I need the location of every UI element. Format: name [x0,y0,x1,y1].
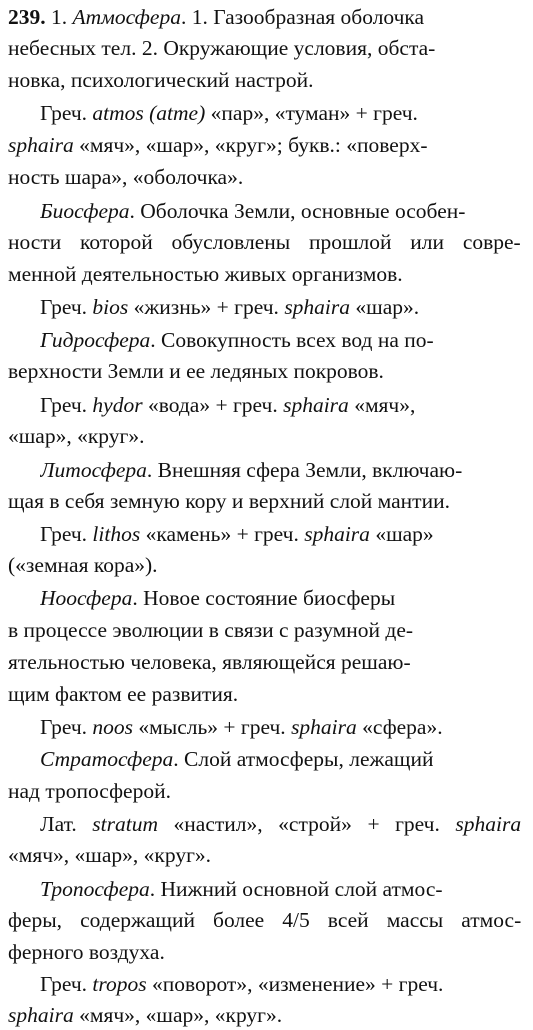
text-line-14 [8,421,144,451]
term-italic: Литосфера [40,458,147,482]
text-run: Греч. [40,522,93,546]
text-run: в процессе эволюции в связи с разумной де- [8,618,414,642]
text-line-12 [8,356,384,386]
text-line-25 [8,776,171,806]
text-run: Греч. [40,101,93,125]
term-italic: sphaira [283,393,349,417]
text-line-5 [8,130,428,160]
term-italic: sphaira [8,1003,74,1027]
text-run: менной деятельностью живых организмов. [8,262,403,286]
term-italic: Тропосфера [40,877,150,901]
text-run: Лат. [40,812,93,836]
term-italic: Биосфера [40,199,130,223]
entry-number: 239. [8,5,51,29]
text-line-15 [40,455,462,485]
term-italic: lithos [92,522,141,546]
text-line-11 [40,325,434,355]
text-run: верхности Земли и ее ледяных покровов. [8,359,384,383]
text-line-17 [40,519,434,549]
text-run: «шар». [350,295,420,319]
text-line-10 [40,292,419,322]
text-line-7 [40,196,465,226]
text-line-21 [8,647,411,677]
text-line-30 [8,937,165,967]
text-run: («земная кора»). [8,553,158,577]
text-line-13 [40,390,415,420]
text-run: ности которой обусловлены прошлой или совре- [8,230,521,254]
text-line-28 [40,874,443,904]
text-line-16 [8,486,450,516]
text-run: Греч. [40,715,93,739]
term-italic: sphaira [284,295,351,319]
text-line-31 [40,969,443,999]
text-line-23 [40,712,443,742]
text-run: «мяч», [348,393,416,417]
text-run: «мысль» + греч. [133,715,292,739]
text-run: ность шара», «оболочка». [8,165,244,189]
term-italic: sphaira [304,522,370,546]
term-italic: tropos [92,972,147,996]
text-run: . Новое состояние биосферы [132,586,396,610]
term-italic: noos [92,715,134,739]
term-italic: bios [92,295,129,319]
text-line-27 [8,840,211,870]
text-run: «шар» [369,522,434,546]
text-run: Греч. [40,393,93,417]
text-line-20 [8,615,413,645]
term-italic: stratum [92,812,158,836]
text-run: Греч. [40,295,93,319]
text-line-1 [8,2,424,32]
text-line-19 [40,583,395,613]
text-run: . Нижний основной слой атмос- [149,877,443,901]
term-italic: Стратосфера [40,747,174,771]
text-run: «вода» + греч. [142,393,284,417]
text-run: «поворот», «изменение» + греч. [146,972,444,996]
term-italic: atmos (atme) [92,101,206,125]
text-run: «мяч», «шар», «круг»; букв.: «поверх- [73,133,428,157]
text-line-8 [8,227,521,257]
text-line-22 [8,679,238,709]
term-italic: sphaira [455,812,522,836]
text-run: . Внешняя сфера Земли, включаю- [146,458,463,482]
term-italic: sphaira [291,715,357,739]
text-run: щим фактом ее развития. [8,682,239,706]
text-run: новка, психологический настрой. [8,68,314,92]
text-run: Греч. [40,972,93,996]
term-italic: Атмосфера [72,5,181,29]
text-line-6 [8,162,243,192]
text-run: небесных тел. 2. Окружающие условия, обста- [8,36,436,60]
text-run: «камень» + греч. [140,522,305,546]
text-run: . Оболочка Земли, основные особен- [129,199,466,223]
text-line-29 [8,905,521,935]
text-line-9 [8,259,403,289]
text-run: «сфера». [356,715,443,739]
text-run: «настил», «строй» + греч. [158,812,456,836]
text-line-18 [8,550,158,580]
text-run: . Слой атмосферы, лежащий [173,747,434,771]
text-run: 1. [51,5,73,29]
text-run: «жизнь» + греч. [128,295,285,319]
text-line-3 [8,65,313,95]
text-run: «мяч», «шар», «круг». [8,843,212,867]
text-line-24 [40,744,433,774]
text-run: . 1. Газообразная оболочка [180,5,425,29]
text-line-4 [40,98,418,128]
text-run: «мяч», «шар», «круг». [73,1003,283,1027]
text-run: . Совокупность всех вод на по- [150,328,434,352]
text-line-26 [40,809,521,839]
text-run: «пар», «туман» + греч. [205,101,418,125]
text-run: феры, содержащий более 4/5 всей массы атмос- [8,908,522,932]
text-run: ятельностью человека, являющейся решаю- [8,650,411,674]
term-italic: hydor [92,393,143,417]
text-run: над тропосферой. [8,779,171,803]
text-run: ферного воздуха. [8,940,165,964]
text-run: щая в себя земную кору и верхний слой мантии. [8,489,450,513]
term-italic: Гидросфера [40,328,151,352]
term-italic: Ноосфера [40,586,133,610]
text-line-2 [8,33,435,63]
text-run: «шар», «круг». [8,424,145,448]
term-italic: sphaira [8,133,74,157]
